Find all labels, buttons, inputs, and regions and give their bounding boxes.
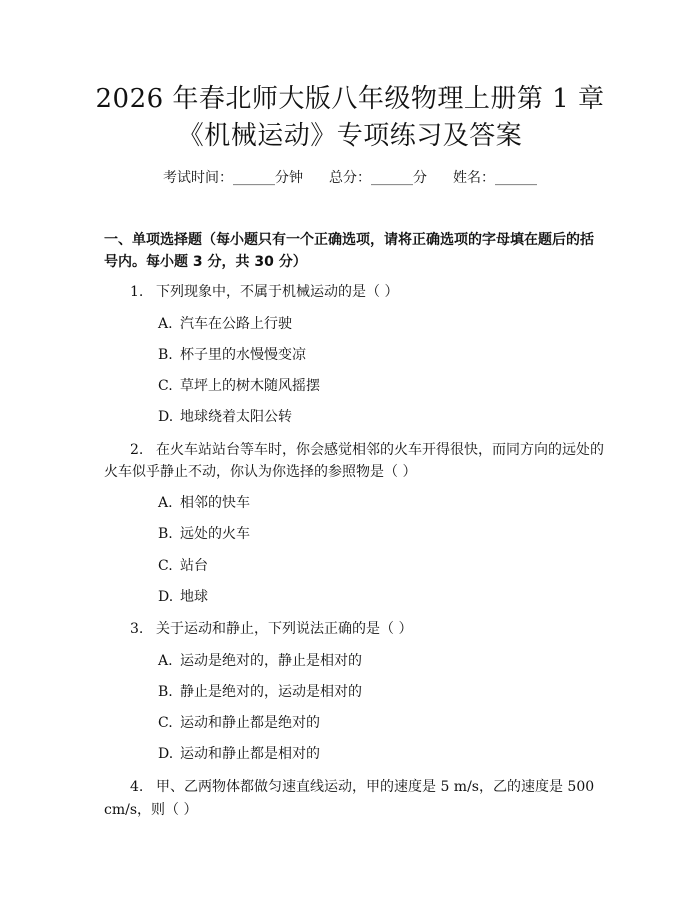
student-name-field: 姓名：______ xyxy=(453,170,537,186)
option-text: 汽车在公路上行驶 xyxy=(180,316,292,332)
question-1 xyxy=(130,281,398,303)
option-text: 站台 xyxy=(180,558,208,574)
question-3 xyxy=(130,618,412,640)
question-3-option-c xyxy=(158,712,320,734)
document-title-line-2: 《机械运动》专项练习及答案 xyxy=(177,121,523,151)
option-text: 运动和静止都是相对的 xyxy=(180,746,320,762)
section-heading-line-2: 号内。每小题 3 分，共 30 分） xyxy=(104,254,307,270)
question-4-continuation: cm/s，则（ ） xyxy=(104,802,198,818)
question-2 xyxy=(130,439,604,461)
total-score-field: 总分：______分 xyxy=(329,170,427,186)
question-number: 3. xyxy=(130,621,144,637)
option-text: 杯子里的水慢慢变凉 xyxy=(180,347,306,363)
section-heading-line-1: 一、单项选择题（每小题只有一个正确选项，请将正确选项的字母填在题后的括 xyxy=(104,232,594,248)
question-3-option-d xyxy=(158,743,320,765)
question-text: 关于运动和静止，下列说法正确的是（ ） xyxy=(156,621,413,637)
option-letter: C. xyxy=(158,715,173,731)
question-2-option-c xyxy=(158,555,208,577)
option-text: 远处的火车 xyxy=(180,526,250,542)
question-2-option-b xyxy=(158,523,250,545)
exam-time-field: 考试时间：______分钟 xyxy=(163,170,303,186)
option-letter: C. xyxy=(158,558,173,574)
option-letter: B. xyxy=(158,347,173,363)
document-title-line-1: 2026 年春北师大版八年级物理上册第 1 章 xyxy=(95,84,605,114)
question-text: 在火车站站台等车时，你会感觉相邻的火车开得很快，而同方向的远处的 xyxy=(156,442,604,458)
question-text: 下列现象中，不属于机械运动的是（ ） xyxy=(156,284,399,300)
question-3-option-b xyxy=(158,681,362,703)
question-2-option-d xyxy=(158,586,208,608)
option-letter: A. xyxy=(158,653,173,669)
option-letter: A. xyxy=(158,316,173,332)
option-text: 运动和静止都是绝对的 xyxy=(180,715,320,731)
question-number: 4. xyxy=(130,779,144,795)
option-text: 地球 xyxy=(180,589,208,605)
question-1-option-a xyxy=(158,313,292,335)
option-letter: D. xyxy=(158,409,174,425)
option-text: 静止是绝对的，运动是相对的 xyxy=(180,684,362,700)
option-letter: C. xyxy=(158,378,173,394)
option-text: 地球绕着太阳公转 xyxy=(180,409,292,425)
option-letter: D. xyxy=(158,746,174,762)
question-1-option-b xyxy=(158,344,306,366)
exam-meta-info xyxy=(0,168,700,188)
question-1-option-d xyxy=(158,406,292,428)
option-text: 运动是绝对的，静止是相对的 xyxy=(180,653,362,669)
option-text: 草坪上的树木随风摇摆 xyxy=(180,378,320,394)
question-2-continuation: 火车似乎静止不动，你认为你选择的参照物是（ ） xyxy=(104,464,417,480)
option-letter: B. xyxy=(158,684,173,700)
option-letter: D. xyxy=(158,589,174,605)
option-text: 相邻的快车 xyxy=(180,495,250,511)
option-letter: A. xyxy=(158,495,173,511)
question-3-option-a xyxy=(158,650,362,672)
question-text: 甲、乙两物体都做匀速直线运动，甲的速度是 5 m/s，乙的速度是 500 xyxy=(156,779,595,795)
question-number: 1. xyxy=(130,284,144,300)
question-number: 2. xyxy=(130,442,144,458)
question-2-option-a xyxy=(158,492,250,514)
question-1-option-c xyxy=(158,375,320,397)
question-4 xyxy=(130,776,594,798)
option-letter: B. xyxy=(158,526,173,542)
